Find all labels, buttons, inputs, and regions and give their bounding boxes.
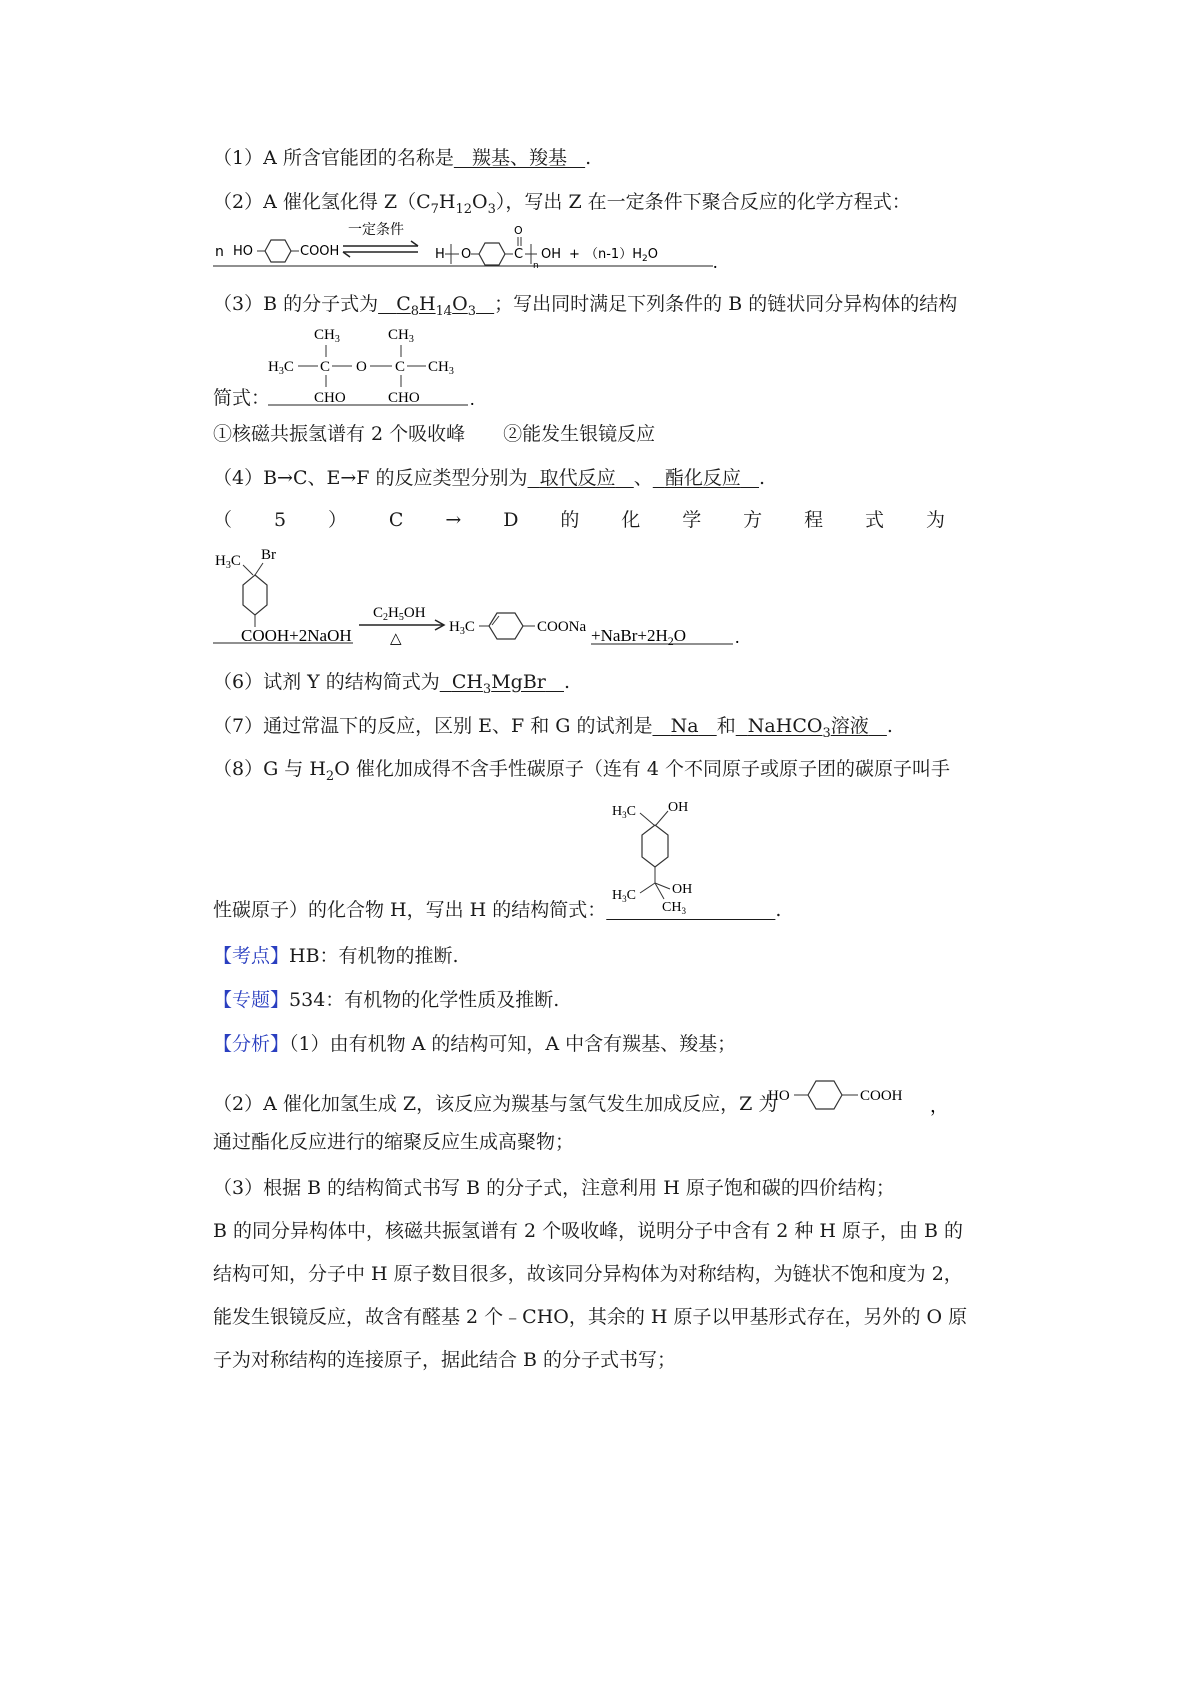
q2-sub-3: 3 — [487, 201, 496, 217]
ch3-top-left: $CH_3$ — [314, 327, 340, 345]
condition-ethanol: $C_2H_5OH$ — [373, 605, 426, 623]
reactant-ring — [243, 575, 267, 615]
reactant-cooh: COOH+2NaOH — [241, 626, 352, 645]
q5-char: 为 — [925, 509, 945, 531]
zhuanti-tag: 【专题】 — [213, 989, 290, 1011]
eq-ring-left — [265, 240, 291, 262]
question-3 — [213, 292, 957, 324]
h3c-left: $H_3C$ — [268, 359, 294, 377]
product-rest: $+NaBr+2H_2O$ — [591, 626, 687, 648]
condition-heat: △ — [390, 631, 402, 647]
fenxi-p4: B 的同分异构体中，核磁共振氢谱有 2 个吸收峰，说明分子中含有 2 种 H 原子，由 B 的 — [213, 1220, 964, 1242]
kaodian-text: HB：有机物的推断. — [289, 945, 459, 967]
oh-top: OH — [668, 800, 689, 815]
q2-sub-12: 12 — [455, 201, 473, 217]
z-ho: HO — [768, 1088, 790, 1104]
q5-char: 5 — [273, 509, 287, 531]
q2-o: O — [472, 191, 488, 213]
fenxi-p7: 子为对称结构的连接原子，据此结合 B 的分子式书写； — [213, 1349, 677, 1371]
q6-prefix: （6）试剂 Y 的结构简式为 — [213, 671, 440, 693]
q8-blank — [606, 899, 775, 921]
q5-char: ） — [327, 509, 347, 531]
q6-answer: $CH_3MgBr$ — [451, 671, 546, 697]
q7-answer-2: NaHCO$_3$溶液 — [747, 715, 869, 741]
eq-h: H — [435, 247, 445, 262]
question-8-line-2: 性碳原子）的化合物 H，写出 H 的结构简式： . — [213, 899, 782, 921]
q2-sub-7: 7 — [430, 201, 439, 217]
product-ring — [489, 613, 523, 639]
question-8-line-1: （8）G 与 $H_2O$ 催化加成得不含手性碳原子（连有 4 个不同原子或原子团的碳原子叫手 — [213, 758, 950, 784]
q5-char: 化 — [621, 509, 641, 531]
q5-char: 程 — [804, 509, 824, 531]
zhuanti-section — [213, 988, 559, 1012]
q2-end: . — [713, 252, 718, 272]
q7-end: . — [886, 715, 893, 737]
question-4 — [213, 466, 765, 490]
q5-char: 式 — [865, 509, 885, 531]
q5-char: 学 — [682, 509, 702, 531]
q4-prefix: （4）B→C、E→F 的反应类型分别为 — [213, 467, 528, 489]
q5-end: . — [735, 627, 740, 647]
q3-answer: $C_8H_{14}O_3$ — [396, 293, 477, 319]
q1-answer: 羰基、羧基 — [471, 147, 567, 169]
q7-mid: 和 — [716, 715, 736, 737]
ch3-top-right: $CH_3$ — [388, 327, 414, 345]
q2-rest: ），写出 Z 在一定条件下聚合反应的化学方程式： — [495, 191, 911, 213]
fenxi-section — [213, 1032, 736, 1056]
q5-char: → — [445, 509, 462, 531]
q3-prefix: （3）B 的分子式为 — [213, 293, 379, 315]
polymerization-equation — [213, 218, 723, 274]
q5-char: 方 — [743, 509, 763, 531]
q4-answer-2: 酯化反应 — [664, 467, 741, 489]
q6-end: . — [564, 671, 571, 693]
q2-h: H — [438, 191, 456, 213]
fenxi-p1: （1）由有机物 A 的结构可知，A 中含有羰基、羧基； — [289, 1033, 737, 1055]
elimination-equation — [213, 545, 813, 650]
q5-char: 的 — [560, 509, 580, 531]
fenxi-p6: 能发生银镜反应，故含有醛基 2 个﹣CHO，其余的 H 原子以甲基形式存在，另外的 O 原 — [213, 1306, 968, 1328]
q1-text: （1）A 所含官能团的名称是 — [213, 147, 454, 169]
oh-bottom: OH — [672, 882, 693, 897]
question-7 — [213, 714, 893, 746]
eq-condition: 一定条件 — [348, 222, 404, 238]
h3c-top: $H_3C$ — [612, 804, 636, 820]
reactant-br: Br — [261, 547, 276, 563]
q4-end: . — [759, 467, 766, 489]
product-coona: COONa — [537, 619, 587, 635]
eq-c: C — [514, 247, 524, 262]
q1-end: . — [585, 147, 592, 169]
eq-ho: HO — [233, 244, 254, 259]
c-right: C — [395, 359, 406, 375]
c-left: C — [320, 359, 331, 375]
ch3-right: $CH_3$ — [428, 359, 454, 377]
eq-sub-n: n — [533, 261, 539, 271]
z-cooh: COOH — [860, 1088, 903, 1104]
question-1 — [213, 146, 591, 170]
q5-char: C — [388, 509, 404, 531]
fenxi-p3: （3）根据 B 的结构简式书写 B 的分子式，注意利用 H 原子饱和碳的四价结构； — [213, 1177, 895, 1199]
fenxi-p2a: （2）A 催化加氢生成 Z，该反应为羰基与氢气发生加成反应，Z 为 — [213, 1093, 778, 1115]
z-structure — [768, 1074, 968, 1118]
eq-plus: + — [569, 247, 580, 262]
isomer-structure — [268, 325, 508, 415]
q8-end: . — [775, 899, 782, 921]
q7-prefix: （7）通过常温下的反应，区别 E、F 和 G 的试剂是 — [213, 715, 653, 737]
q3-end: . — [470, 389, 475, 409]
q2-prefix: （2）A 催化氢化得 Z（C — [213, 191, 431, 213]
fenxi-tag: 【分析】 — [213, 1033, 290, 1055]
eq-oxo: O — [514, 224, 523, 237]
q3-label: 简式： — [213, 387, 271, 409]
reactant-h3c: $H_3C$ — [215, 553, 241, 571]
question-5 — [213, 508, 945, 532]
ch3-bottom: $CH_3$ — [662, 900, 686, 916]
product-h3c: $H_3C$ — [449, 619, 475, 637]
eq-n: n — [215, 244, 224, 260]
q5-char: D — [503, 509, 519, 531]
cho-right: CHO — [388, 390, 420, 406]
cho-left: CHO — [314, 390, 346, 406]
eq-o: O — [461, 247, 472, 262]
eq-n1-h2o: $(n-1)H_2O$ — [585, 247, 658, 264]
h3c-bottom: $H_3C$ — [612, 888, 636, 904]
z-comma: ， — [930, 1096, 948, 1117]
q4-answer-1: 取代反应 — [539, 467, 616, 489]
compound-ring — [642, 825, 668, 867]
kaodian-tag: 【考点】 — [213, 945, 290, 967]
question-6 — [213, 670, 570, 702]
eq-ring-right — [479, 243, 505, 265]
q7-answer-1: Na — [670, 715, 699, 737]
q4-sep: 、 — [633, 467, 653, 489]
zhuanti-text: 534：有机物的化学性质及推断. — [289, 989, 560, 1011]
kaodian-section — [213, 944, 459, 968]
z-ring — [808, 1081, 842, 1109]
eq-oh: OH — [541, 247, 562, 262]
q3-conditions: ①核磁共振氢谱有 2 个吸收峰 ②能发生银镜反应 — [213, 423, 656, 445]
q5-char: （ — [213, 509, 233, 531]
eq-cooh: COOH — [300, 244, 340, 259]
fenxi-p2b: 通过酯化反应进行的缩聚反应生成高聚物； — [213, 1131, 575, 1153]
q3-rest: ；写出同时满足下列条件的 B 的链状同分异构体的结构 — [494, 293, 958, 315]
fenxi-p5: 结构可知，分子中 H 原子数目很多，故该同分异构体为对称结构，为链状不饱和度为 2， — [213, 1263, 963, 1285]
o-mid: O — [356, 359, 367, 375]
